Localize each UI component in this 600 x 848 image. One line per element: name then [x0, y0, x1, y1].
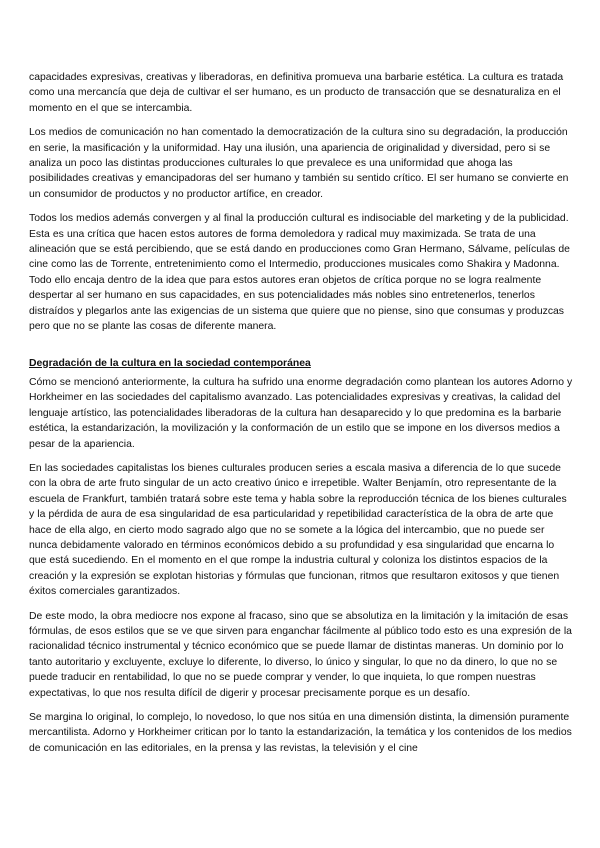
paragraph-4: Cómo se mencionó anteriormente, la cultura ha sufrido una enorme degradación como plantean los autores Adorno y Horkheimer en las sociedades del capitalismo avanzado. Las potencialidades expresivas y creativas, la calidad del lenguaje artístico, las potencialidades liberadoras de la cultura han desaparecido y lo que predomina es la barbarie estética, la estandarización, la movilización y la conformación de un estilo que se impone en los diversos medios a pesar de la apariencia.: [29, 376, 573, 450]
paragraph-1: capacidades expresivas, creativas y liberadoras, en definitiva promueva una barbarie estética. La cultura es tratada como una mercancía que deja de cultivar el ser humano, es un producto de transacción que se desnaturaliza en el momento en el que se intercambia.: [29, 72, 564, 114]
paragraph-5: En las sociedades capitalistas los bienes culturales producen series a escala masiva a diferencia de lo que sucede con la obra de arte fruto singular de un acto creativo único e irrepetible. Walter Benjamín, otro representante de la escuela de Frankfurt, también tratará sobre este tema y habla sobre la reproducción técnica de los bienes culturales y la pérdida de aura de esa singularidad de esa particularidad y repetibilidad característica de la obra de arte que hace de ella algo, en cierto modo sagrado algo que no se somete a la lógica del intercambio, que no puede ser nunca debidamente valorado en términos económicos debido a su profundidad y esa singularidad que encarna lo que está sucediendo. En el momento en el que rompe la industria cultural y coloniza los distintos espacios de la creación y la expresión se explotan historias y fórmulas que funcionan, ritmos que resultaron exitosos y que tienen éxitos comerciales garantizados.: [29, 462, 567, 598]
paragraph-7: Se margina lo original, lo complejo, lo novedoso, lo que nos sitúa en una dimensión distinta, la dimensión puramente mercantilista. Adorno y Horkheimer critican por lo tanto la estandarización, la temática y los contenidos de los medios de comunicación en las editoriales, en la prensa y las revistas, la televisión y el cine: [29, 712, 572, 754]
document-page: [29, 70, 573, 765]
paragraph-2: Los medios de comunicación no han comentado la democratización de la cultura sino su degradación, la producción en serie, la masificación y la uniformidad. Hay una ilusión, una apariencia de originalidad y diversidad, pero si se analiza un poco las distintas producciones culturales lo que prevalece es una uniformidad que ahoga las posibilidades creativas y emancipadoras del ser humano y también su sentido crítico. El ser humano se convierte en un consumidor de productos y no productor artífice, en creador.: [29, 127, 569, 200]
paragraph-3: Todos los medios además convergen y al final la producción cultural es indisociable del marketing y de la publicidad. Esta es una crítica que hacen estos autores de forma demoledora y radical muy maximizada. Se trata de una alineación que se está percibiendo, que se está dando en producciones como Gran Hermano, Sálvame, películas de cine como las de Torrente, entretenimiento como el Intermedio, producciones musicales como Shakira y Madonna. Todo ello encaja dentro de la idea que para estos autores eran objetos de crítica porque no se logra realmente despertar al ser humano en sus capacidades, en sus potencialidades más nobles sino entretenerlos, tenerlos distraídos y plegarlos ante las exigencias de un sistema que quiere que no piense, sino que consumas y produzcas pero que no se plante las cosas de diferente manera.: [29, 213, 570, 333]
section-heading: Degradación de la cultura en la sociedad contemporánea: [29, 357, 311, 369]
paragraph-6: De este modo, la obra mediocre nos expone al fracaso, sino que se absolutiza en la limitación y la imitación de esas fórmulas, de esos estilos que se ve que sirven para enganchar fácilmente al público todo esto es una expresión de la racionalidad técnico instrumental y técnico económico que se puede llamar de distintas maneras. Un dominio por lo tanto autoritario y excluyente, excluye lo diferente, lo diverso, lo único y singular, lo que no da dinero, lo que no se puede traducir en rentabilidad, lo que no se puede comprar y vender, lo que inquieta, lo que rompen nuestras expectativas, lo que nos resulta difícil de digerir y procesar precisamente porque es un desafío.: [29, 610, 572, 699]
section-spacer: [29, 344, 573, 356]
